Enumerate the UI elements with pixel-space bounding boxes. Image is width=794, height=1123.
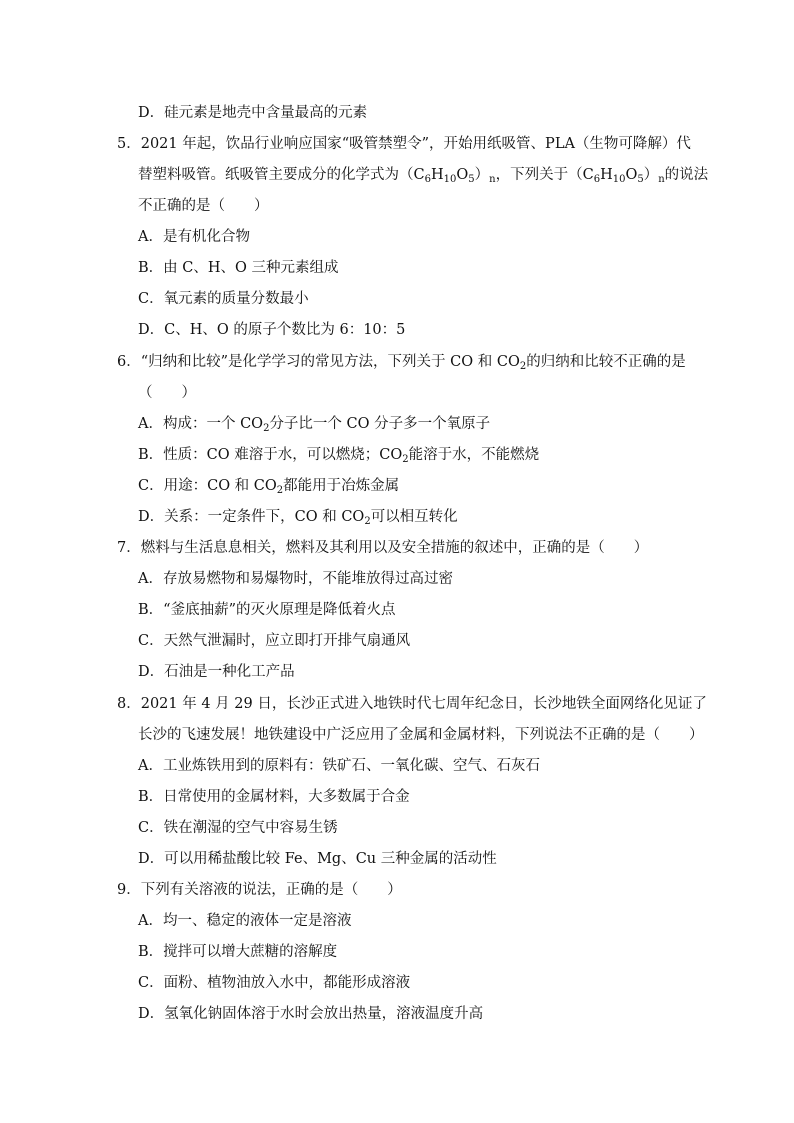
q8-stem-line2: 长沙的飞速发展！地铁建设中广泛应用了金属和金属材料，下列说法不正确的是（ ） bbox=[138, 727, 704, 743]
q5-stem-line3: 不正确的是（ ） bbox=[138, 198, 269, 214]
q5-stem-line1: 5．2021 年起，饮品行业响应国家“吸管禁塑令”，开始用纸吸管、PLA（生物可降解）代 bbox=[117, 136, 691, 152]
q8-option-a: A．工业炼铁用到的原料有：铁矿石、一氧化碳、空气、石灰石 bbox=[138, 758, 540, 774]
q6-stem-line2: （ ） bbox=[138, 385, 196, 401]
q7-option-a: A．存放易燃物和易爆物时，不能堆放得过高过密 bbox=[138, 571, 453, 587]
q7-stem: 7．燃料与生活息息相关，燃料及其利用以及安全措施的叙述中，正确的是（ ） bbox=[117, 540, 649, 556]
q8-option-b: B．日常使用的金属材料，大多数属于合金 bbox=[138, 789, 410, 805]
q7-option-b: B．“釜底抽薪”的灭火原理是降低着火点 bbox=[138, 602, 396, 618]
q8-option-c: C．铁在潮湿的空气中容易生锈 bbox=[138, 820, 338, 836]
q5-stem-line2: 替塑料吸管。纸吸管主要成分的化学式为$(C_6H_{10}O_5)_n$，下列关于$(C_6H_{10}O_5)_n$的说法 bbox=[138, 167, 709, 185]
q9-option-b: B．搅拌可以增大蔗糖的溶解度 bbox=[138, 944, 338, 960]
q6-option-c: C．用途：CO 和 $CO_2$都能用于冶炼金属 bbox=[138, 478, 400, 496]
q8-stem-line1: 8．2021 年 4 月 29 日，长沙正式进入地铁时代七周年纪念日，长沙地铁全面网络化见证了 bbox=[117, 696, 707, 712]
q9-option-d: D．氢氧化钠固体溶于水时会放出热量，溶液温度升高 bbox=[138, 1006, 484, 1022]
q9-option-c: C．面粉、植物油放入水中，都能形成溶液 bbox=[138, 975, 411, 991]
q9-option-a: A．均一、稳定的液体一定是溶液 bbox=[138, 913, 352, 929]
q6-option-a: A．构成：一个 $CO_2$分子比一个 CO 分子多一个氧原子 bbox=[138, 416, 491, 434]
q7-option-d: D．石油是一种化工产品 bbox=[138, 664, 295, 680]
q5-option-b: B．由 C、H、O 三种元素组成 bbox=[138, 260, 339, 276]
q5-option-d: D．C、H、O 的原子个数比为 6：10：5 bbox=[138, 322, 406, 338]
q6-option-b: B．性质：CO 难溶于水，可以燃烧；$CO_2$能溶于水，不能燃烧 bbox=[138, 447, 540, 465]
q6-stem-line1: 6．“归纳和比较”是化学学习的常见方法，下列关于 CO 和 $CO_2$的归纳和比较不正确的是 bbox=[117, 354, 686, 372]
q5-option-a: A．是有机化合物 bbox=[138, 229, 250, 245]
q5-option-c: C．氧元素的质量分数最小 bbox=[138, 291, 309, 307]
q7-option-c: C．天然气泄漏时，应立即打开排气扇通风 bbox=[138, 633, 411, 649]
q9-stem: 9．下列有关溶液的说法，正确的是（ ） bbox=[117, 882, 402, 898]
q6-option-d: D．关系：一定条件下，CO 和 $CO_2$可以相互转化 bbox=[138, 509, 458, 527]
q8-option-d: D．可以用稀盐酸比较 Fe、Mg、Cu 三种金属的活动性 bbox=[138, 851, 497, 867]
q4-option-d: D．硅元素是地壳中含量最高的元素 bbox=[138, 105, 368, 121]
